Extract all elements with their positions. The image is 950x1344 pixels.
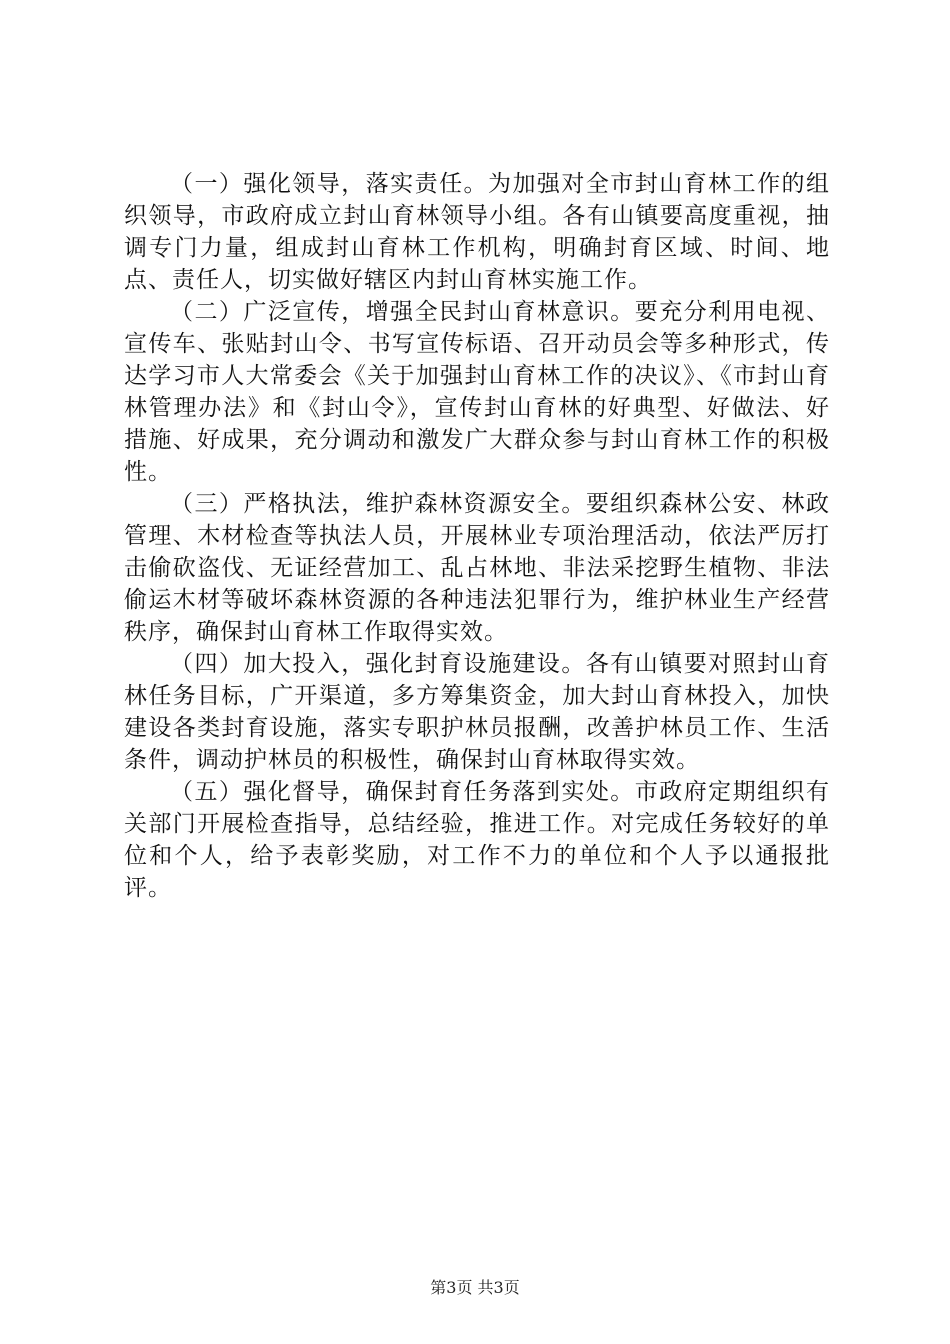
paragraph-4: （四）加大投入，强化封育设施建设。各有山镇要对照封山育林任务目标，广开渠道，多方筹集资金，加大封山育林投入，加快建设各类封育设施，落实专职护林员报酬，改善护林员工作、生活条件，调动护林员的积极性，确保封山育林取得实效。 [124,651,830,773]
paragraph-3: （三）严格执法，维护森林资源安全。要组织森林公安、林政管理、木材检查等执法人员，开展林业专项治理活动，依法严厉打击偷砍盗伐、无证经营加工、乱占林地、非法采挖野生植物、非法偷运木材等破坏森林资源的各种违法犯罪行为，维护林业生产经营秩序，确保封山育林工作取得实效。 [124,491,830,645]
page-number-footer: 第3页 共3页 [430,1278,520,1297]
document-body [124,168,830,904]
paragraph-2: （二）广泛宣传，增强全民封山育林意识。要充分利用电视、宣传车、张贴封山令、书写宣传标语、召开动员会等多种形式，传达学习市人大常委会《关于加强封山育林工作的决议》、《市封山育林管理办法》和《封山令》，宣传封山育林的好典型、好做法、好措施、好成果，充分调动和激发广大群众参与封山育林工作的积极性。 [124,299,830,485]
paragraph-5: （五）强化督导，确保封育任务落到实处。市政府定期组织有关部门开展检查指导，总结经验，推进工作。对完成任务较好的单位和个人，给予表彰奖励，对工作不力的单位和个人予以通报批评。 [124,779,830,901]
paragraph-1: （一）强化领导，落实责任。为加强对全市封山育林工作的组织领导，市政府成立封山育林领导小组。各有山镇要高度重视，抽调专门力量，组成封山育林工作机构，明确封育区域、时间、地点、责任人，切实做好辖区内封山育林实施工作。 [124,171,830,293]
